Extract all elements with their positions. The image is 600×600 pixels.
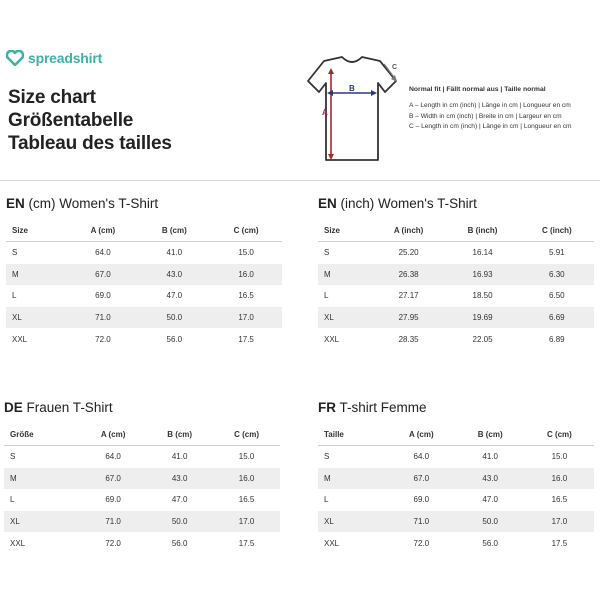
table-header-row [4,423,280,446]
table-cell: 19.69 [445,307,519,329]
table-cell: M [318,264,372,286]
column-header: B (cm) [456,423,525,446]
table-cell: L [324,291,329,301]
legend-line-c: C – Length in cm (inch) | Länge in cm | Longueur en cm [409,123,572,130]
table-cell: 15.0 [238,248,254,258]
table-cell: 17.0 [525,511,594,533]
column-header: A (inch) [372,219,446,242]
table-cell: 56.0 [482,538,498,548]
table-cell: 72.0 [95,334,111,344]
table-cell: 69.0 [95,291,111,301]
column-header: A (cm) [67,219,138,242]
table-header-row [318,219,594,242]
table-cell: 5.91 [549,248,565,258]
column-header: C (inch) [520,219,594,242]
table-cell: S [324,452,330,462]
table-cell: 67.0 [80,468,146,490]
table-cell: 72.0 [413,538,430,548]
table-row [4,468,280,490]
table-cell: XXL [324,538,340,548]
table-cell: 17.5 [238,538,255,548]
table-title: EN (cm) Women's T-Shirt [6,196,159,211]
table-cell: 50.0 [138,307,210,329]
column-header: Taille [318,423,387,446]
table-cell: M [6,264,67,286]
table-header-row [318,423,594,446]
table-cell: 41.0 [171,452,188,462]
table-cell: 17.5 [238,334,254,344]
measure-b-label: B [349,84,355,93]
legend-fit: Normal fit | Fällt normal aus | Taille normal [409,86,546,93]
table-header-row [6,219,282,242]
table-cell: 6.30 [520,264,594,286]
table-cell: 16.5 [238,495,255,505]
header-divider [0,180,600,181]
table-cell: 27.17 [398,291,419,301]
table-row [4,489,280,511]
column-header: Größe [4,423,80,446]
table-cell: 26.38 [372,264,446,286]
table-cell: XXL [12,334,28,344]
table-cell: XXL [324,334,340,344]
table-cell: XL [318,307,372,329]
size-table-fr [318,398,594,554]
table-cell: L [12,291,17,301]
measure-c-label: C [392,64,398,71]
column-header: A (cm) [387,423,455,446]
table-cell: 47.0 [166,291,183,301]
column-header: C (cm) [210,219,282,242]
table-row [6,242,282,264]
table-row [318,307,594,329]
table-cell: 72.0 [105,538,121,548]
table-title: EN (inch) Women's T-Shirt [318,196,477,211]
table-cell: L [10,495,15,505]
table-cell: 16.0 [213,468,280,490]
table-cell: M [4,468,80,490]
table-cell: XL [6,307,67,329]
size-table [318,423,594,554]
table-cell: 17.5 [551,538,568,548]
size-table-en-inch [318,194,594,350]
brand-name: spreadshirt [28,50,103,66]
table-cell: 64.0 [105,452,121,462]
table-row [318,242,594,264]
table-cell: 41.0 [482,452,498,462]
table-row [6,328,282,350]
column-header: B (cm) [138,219,210,242]
table-row [6,285,282,307]
table-cell: 6.69 [520,307,594,329]
table-row [318,532,594,554]
table-row [318,511,594,533]
column-header: B (cm) [146,423,213,446]
title-de: Größentabelle [8,110,134,131]
table-cell: 15.0 [238,452,255,462]
table-cell: S [324,248,330,258]
table-cell: XL [4,511,80,533]
table-cell: 67.0 [387,468,455,490]
table-cell: 6.50 [549,291,565,301]
column-header: C (cm) [213,423,280,446]
table-cell: 16.14 [472,248,493,258]
table-cell: 50.0 [456,511,525,533]
table-cell: XXL [10,538,26,548]
title-fr: Tableau des tailles [8,133,172,154]
table-row [318,468,594,490]
table-row [318,264,594,286]
table-cell: 69.0 [105,495,121,505]
table-cell: 16.0 [210,264,282,286]
spreadshirt-heart-icon [6,50,24,66]
table-cell: 69.0 [413,495,430,505]
table-cell: 56.0 [166,334,183,344]
table-cell: 56.0 [171,538,188,548]
size-table [6,219,282,350]
legend-line-b: B – Width in cm (inch) | Breite in cm | Largeur en cm [409,112,562,120]
column-header: Size [6,219,67,242]
table-cell: 16.5 [238,291,254,301]
table-cell: 50.0 [146,511,213,533]
table-cell: S [12,248,18,258]
table-cell: 27.95 [372,307,446,329]
table-cell: 18.50 [472,291,493,301]
table-cell: 64.0 [413,452,430,462]
table-cell: 47.0 [482,495,498,505]
table-cell: 25.20 [398,248,419,258]
table-row [6,307,282,329]
size-table-de [4,398,280,554]
table-cell: 43.0 [456,468,525,490]
table-cell: 71.0 [387,511,455,533]
table-cell: 22.05 [472,334,493,344]
table-cell: XL [318,511,387,533]
size-table [4,423,280,554]
table-cell: 6.89 [549,334,565,344]
column-header: B (inch) [445,219,519,242]
table-row [4,511,280,533]
table-row [6,264,282,286]
title-en: Size chart [8,87,96,108]
page-titles [8,86,172,155]
table-cell: 41.0 [166,248,183,258]
table-cell: 17.0 [213,511,280,533]
column-header: A (cm) [80,423,146,446]
table-title: DE Frauen T-Shirt [4,400,113,415]
table-row [318,328,594,350]
table-row [318,489,594,511]
table-cell: 43.0 [146,468,213,490]
table-cell: 16.0 [525,468,594,490]
column-header: C (cm) [525,423,594,446]
table-cell: M [318,468,387,490]
table-cell: 17.0 [210,307,282,329]
table-cell: 71.0 [80,511,146,533]
table-cell: 28.35 [398,334,419,344]
table-cell: 16.5 [551,495,568,505]
brand-logo [6,50,102,66]
column-header: Size [318,219,372,242]
measure-a-label: A [322,108,328,117]
table-row [4,532,280,554]
table-cell: 43.0 [138,264,210,286]
size-table [318,219,594,350]
table-cell: L [324,495,329,505]
table-title: FR T-shirt Femme [318,400,427,415]
table-cell: 47.0 [171,495,188,505]
table-cell: S [10,452,16,462]
measurement-legend [409,86,572,133]
table-cell: 15.0 [551,452,568,462]
table-row [318,285,594,307]
table-cell: 71.0 [67,307,138,329]
table-row [318,446,594,468]
table-row [4,446,280,468]
table-cell: 16.93 [445,264,519,286]
tshirt-diagram [300,55,404,167]
legend-line-a: A – Length in cm (inch) | Länge in cm | Longueur en cm [409,102,571,109]
table-cell: 67.0 [67,264,138,286]
size-table-en-cm [6,194,282,350]
table-cell: 64.0 [95,248,111,258]
